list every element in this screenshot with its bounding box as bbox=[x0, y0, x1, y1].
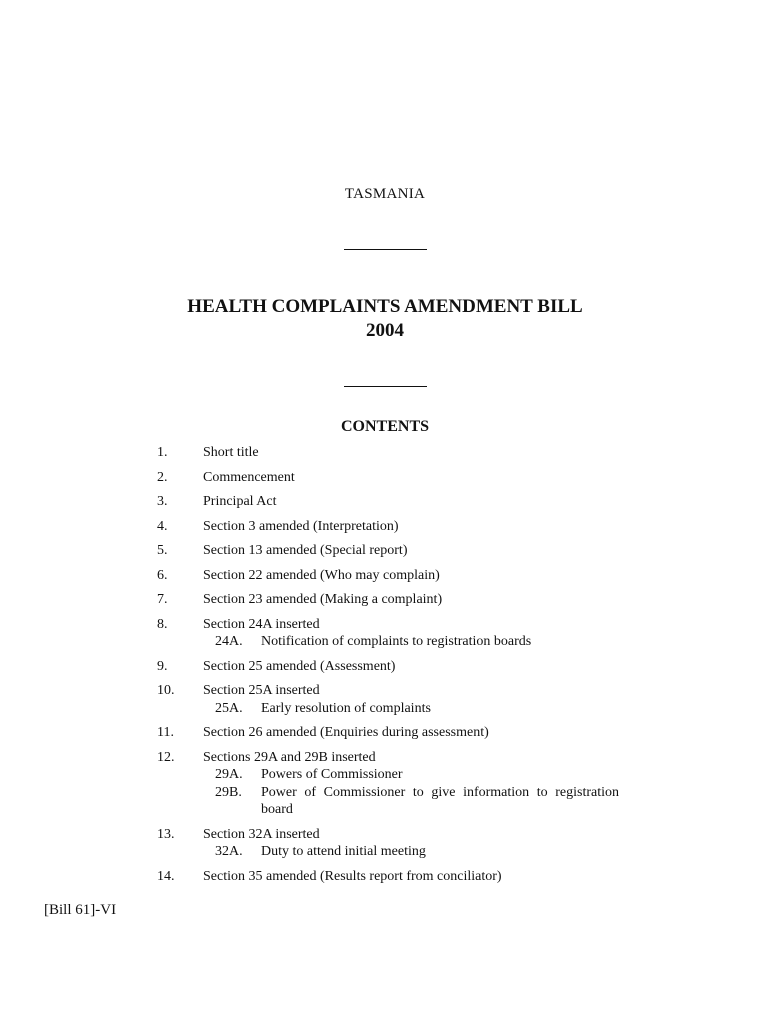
bill-title bbox=[0, 295, 770, 343]
toc-entry bbox=[157, 493, 619, 511]
toc-entry bbox=[157, 591, 619, 609]
toc-subentry-title: Powers of Commissioner bbox=[261, 767, 403, 782]
toc-entry-title: Section 23 amended (Making a complaint) bbox=[203, 592, 443, 607]
toc-entry-number: 13. bbox=[157, 826, 175, 842]
toc-entry-number: 4. bbox=[157, 518, 168, 534]
toc-entry-number: 3. bbox=[157, 494, 168, 509]
toc-subentry bbox=[203, 784, 619, 819]
toc-subentry-title: Notification of complaints to registration boards bbox=[261, 634, 532, 649]
toc-subentry-title: Early resolution of complaints bbox=[261, 700, 431, 716]
toc-entry-number: 9. bbox=[157, 658, 168, 674]
toc-entry-title: Section 32A inserted bbox=[203, 826, 320, 842]
toc-subentry bbox=[203, 633, 619, 651]
toc-entry-title: Commencement bbox=[203, 469, 295, 485]
toc-entry bbox=[157, 616, 619, 651]
toc-entry bbox=[157, 567, 619, 585]
toc-entry-title: Section 25 amended (Assessment) bbox=[203, 658, 396, 674]
toc-entry-number: 8. bbox=[157, 616, 168, 632]
jurisdiction-heading: TASMANIA bbox=[344, 186, 426, 202]
toc-entry-number: 7. bbox=[157, 592, 168, 607]
toc-entry-number: 2. bbox=[157, 469, 168, 485]
toc-entry-title: Principal Act bbox=[203, 494, 277, 509]
toc-entry bbox=[157, 469, 619, 487]
title-rule-bottom bbox=[344, 386, 427, 387]
toc-entry bbox=[157, 444, 619, 462]
toc-entry-number: 1. bbox=[157, 445, 168, 460]
toc-entry-title: Section 22 amended (Who may complain) bbox=[203, 567, 440, 583]
toc-entry bbox=[157, 749, 619, 819]
bill-title-line-1: HEALTH COMPLAINTS AMENDMENT BILL bbox=[187, 296, 583, 317]
toc-entry-title: Section 26 amended (Enquiries during assessment) bbox=[203, 725, 489, 740]
toc-subentry bbox=[203, 843, 619, 861]
toc-subentry-number: 29B. bbox=[215, 784, 242, 800]
toc-entry-number: 12. bbox=[157, 749, 175, 765]
toc-entry-title: Section 35 amended (Results report from conciliator) bbox=[203, 868, 502, 884]
toc-entry bbox=[157, 542, 619, 560]
toc-entry bbox=[157, 724, 619, 742]
toc-entry bbox=[157, 682, 619, 717]
toc-entry bbox=[157, 826, 619, 861]
bill-title-line-2: 2004 bbox=[366, 320, 404, 341]
toc-entry-number: 10. bbox=[157, 683, 175, 698]
bill-reference: [Bill 61]-VI bbox=[44, 902, 117, 918]
toc-subentry bbox=[203, 700, 619, 718]
toc-entry bbox=[157, 868, 619, 886]
toc-entry bbox=[157, 658, 619, 676]
toc-entry-title: Sections 29A and 29B inserted bbox=[203, 749, 376, 765]
toc-entry-title: Section 25A inserted bbox=[203, 683, 320, 698]
toc-entry-number: 14. bbox=[157, 868, 175, 884]
toc-subentry-title: Duty to attend initial meeting bbox=[261, 844, 426, 859]
toc-entry-number: 6. bbox=[157, 567, 168, 583]
toc-subentry-title: Power of Commissioner to give information to registration board bbox=[261, 784, 619, 817]
toc-entry-title: Section 3 amended (Interpretation) bbox=[203, 518, 399, 534]
toc-entry-title: Short title bbox=[203, 445, 259, 460]
toc-subentry-number: 32A. bbox=[215, 844, 243, 859]
toc-subentry bbox=[203, 766, 619, 784]
toc-entry-number: 11. bbox=[157, 725, 174, 740]
toc-entry-title: Section 13 amended (Special report) bbox=[203, 543, 408, 558]
contents-heading: CONTENTS bbox=[340, 418, 430, 435]
title-rule-top bbox=[344, 249, 427, 250]
table-of-contents bbox=[157, 444, 619, 892]
toc-subentry-number: 29A. bbox=[215, 767, 243, 782]
toc-subentry-number: 24A. bbox=[215, 634, 243, 649]
toc-entry bbox=[157, 518, 619, 536]
toc-subentry-number: 25A. bbox=[215, 700, 243, 716]
toc-entry-number: 5. bbox=[157, 543, 168, 558]
toc-entry-title: Section 24A inserted bbox=[203, 616, 320, 632]
